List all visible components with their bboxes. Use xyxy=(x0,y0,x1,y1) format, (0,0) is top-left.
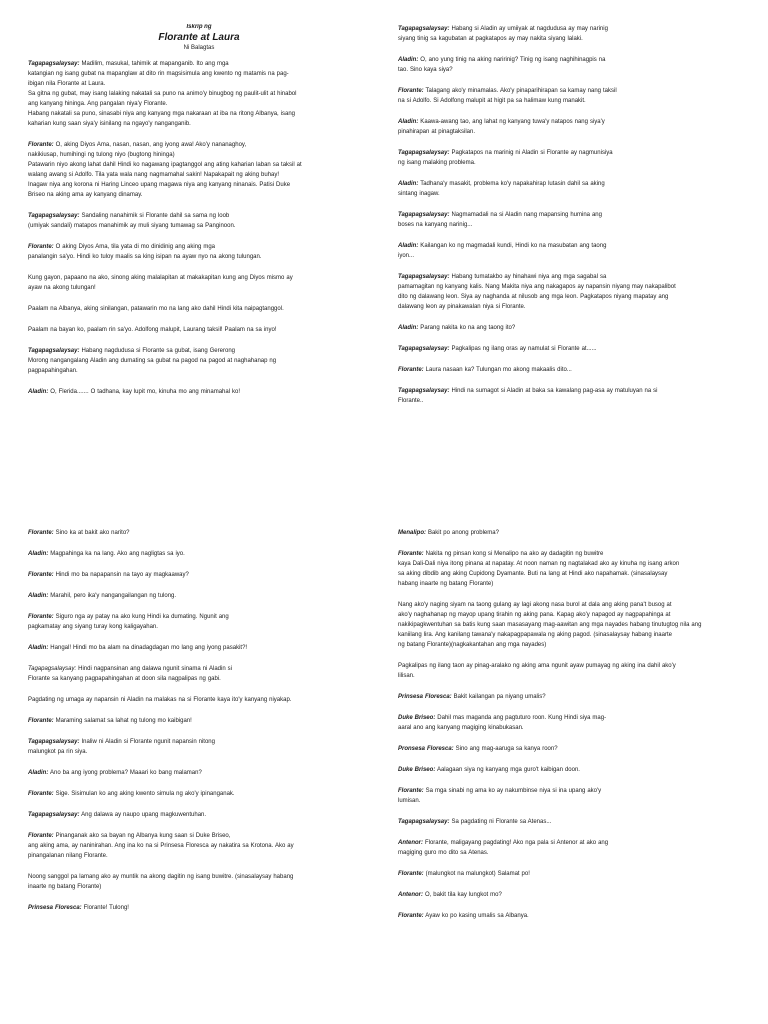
script-line xyxy=(398,600,740,650)
script-line xyxy=(28,612,370,632)
speaker-name: Antenor: xyxy=(398,892,423,898)
script-paragraphs xyxy=(28,528,370,913)
script-line xyxy=(28,273,370,293)
speaker-name: Florante: xyxy=(398,913,424,919)
script-line xyxy=(398,838,740,858)
script-line xyxy=(28,903,370,913)
script-line xyxy=(398,272,740,312)
dialogue-text: Madilim, masukal, tahimik at mapanganib. Ito ang mga katangian ng isang gubat na mapanglaw at dito rin magsisimula ang kwento ng matamis na pag- ibigan nila Florante at Laura. Sa gitna ng gubat, may isang lalaking nakatali sa puno na animo'y binugbog ng paulit-ulit at hinabol ang kanyang hininga. Ang pangalan niya'y Florante. Habang nakatali sa puno, sinasabi niya ang kanyang mga nakaraan at iba na ritong Albanya, isang kaharian kung saan siya'y isinilang na ngayo'y nanganganib. xyxy=(28,61,297,127)
speaker-name: Tagapagsalaysay: xyxy=(28,739,80,745)
script-line xyxy=(28,325,370,335)
dialogue-text: Inaliw ni Aladin si Florante ngunit napansin nitong malungkot pa rin siya. xyxy=(28,739,215,755)
speaker-name: Florante: xyxy=(28,572,54,578)
speaker-name: Aladin: xyxy=(398,57,419,63)
speaker-name: Florante: xyxy=(28,791,54,797)
speaker-name: Tagapagsalaysay: xyxy=(398,274,450,280)
speaker-name: Tagapagsalaysay: xyxy=(398,346,450,352)
speaker-name: Tagapagsalaysay: xyxy=(28,348,80,354)
dialogue-text: Maraming salamat sa lahat ng tulong mo kaibigan! xyxy=(53,718,192,724)
script-line xyxy=(398,179,740,199)
speaker-name: Tagapagsalaysay: xyxy=(28,213,80,219)
script-line xyxy=(398,744,740,754)
dialogue-text: Habang tumatakbo ay hinahawi niya ang mga sagabal sa pamamagitan ng kanyang kalis. Nang Makita niya ang nakagapos ay napansin niyang may nakapalibot dito ng dalawang leon. Siya ay naghanda at nilusob ang mga leon. Pagkatapos niyang mapatay ang dalawang leon ay pinakawalan niya si Florante. xyxy=(398,274,676,310)
script-line xyxy=(28,140,370,200)
speaker-name: Florante: xyxy=(398,788,424,794)
script-line xyxy=(28,643,370,653)
speaker-name: Tagapagsalaysay: xyxy=(28,61,80,67)
speaker-name: Antenor: xyxy=(398,840,423,846)
speaker-name: Tagapagsalaysay: xyxy=(398,819,450,825)
speaker-name: Aladin: xyxy=(398,181,419,187)
dialogue-text: Sa pagdating ni Florante sa Atenas... xyxy=(449,819,552,825)
dialogue-text: Noong sanggol pa lamang ako ay muntik na akong dagitin ng isang buwitre. (sinasalaysay habang inaarte ng batang Florante) xyxy=(28,874,294,890)
dialogue-text: Kaawa-awang tao, ang lahat ng kanyang tuwa'y natapos nang siya'y pinahirapan at pinagtaksilan. xyxy=(398,119,605,135)
script-line xyxy=(28,346,370,376)
dialogue-text: Kailangan ko ng magmadali kundi, Hindi ko na masubatan ang taong iyon... xyxy=(398,243,607,259)
dialogue-text: O, bakit tila kay lungkot mo? xyxy=(423,892,502,898)
script-line xyxy=(398,549,740,589)
dialogue-text: Sino ang mag-aaruga sa kanya roon? xyxy=(453,746,558,752)
dialogue-text: (malungkot na malungkot) Salamat po! xyxy=(423,871,530,877)
dialogue-text: Bakit kailangan pa niyang umalis? xyxy=(451,694,546,700)
script-line xyxy=(398,890,740,900)
speaker-name: Prinsesa Floresca: xyxy=(28,905,82,911)
dialogue-text: Aalagaan siya ng kanyang mga guro't kaibigan doon. xyxy=(435,767,580,773)
speaker-name: Florante: xyxy=(398,88,424,94)
script-line xyxy=(28,211,370,231)
script-line xyxy=(28,549,370,559)
script-line xyxy=(398,210,740,230)
script-line xyxy=(28,591,370,601)
dialogue-text: Magpahinga ka na lang. Ako ang nagligtas sa iyo. xyxy=(48,551,185,557)
script-line xyxy=(28,387,370,397)
dialogue-text: O aking Diyos Ama, tila yata di mo dinidinig ang aking mga panalangin sa'yo. Hindi ko tuloy maalis sa king isipan na ayaw nyo na akong tulungan. xyxy=(28,244,262,260)
speaker-name: Florante: xyxy=(28,530,54,536)
script-line xyxy=(28,664,370,684)
dialogue-text: Sa mga sinabi ng ama ko ay nakumbinse niya si ina upang ako'y lumisan. xyxy=(398,788,602,804)
script-paragraphs xyxy=(28,59,370,397)
dialogue-text: Pagdating ng umaga ay napansin ni Aladin na malakas na si Florante kaya ito'y kanyang niyakap. xyxy=(28,697,292,703)
script-line xyxy=(398,713,740,733)
dialogue-text: O, ano yung tinig na aking naririnig? Tinig ng isang naghihinagpis na tao. Sino kaya siya? xyxy=(398,57,606,73)
dialogue-text: Florante, maligayang pagdating! Ako nga pala si Antenor at ako ang magiging guro mo dito sa Atenas. xyxy=(398,840,609,856)
script-paragraphs xyxy=(398,528,740,921)
speaker-name: Tagapagsalaysay: xyxy=(398,212,450,218)
script-line xyxy=(28,789,370,799)
dialogue-text: Hindi nagpansinan ang dalawa ngunit sinama ni Aladin si Florante sa kanyang pagpapahingahan at doon sila nagpalipas ng gabi. xyxy=(28,666,232,682)
script-line xyxy=(398,386,740,406)
dialogue-text: Hindi mo ba napapansin na tayo ay magkaaway? xyxy=(53,572,189,578)
dialogue-text: Hangal! Hindi mo ba alam na dinadagdagan mo lang ang iyong pasakit?! xyxy=(48,645,248,651)
dialogue-text: Nakita ng pinsan kong si Menalipo na ako ay dadagitin ng buwitre kaya Dali-Dali niya itong pinana at napatay. At noon naman ng nagtalakad ako ay kinuha ng isang arkon sa aking dibdib ang aking Cupidong Dyamante. Buti na lang at Hindi ako napahamak. (sinasalaysay habang inaarte ng batang Florante) xyxy=(398,551,680,587)
speaker-name: Aladin: xyxy=(28,551,49,557)
dialogue-text: Sige. Sisimulan ko ang aking kwento simula ng ako'y ipinanganak. xyxy=(53,791,235,797)
script-line xyxy=(398,241,740,261)
script-line xyxy=(28,768,370,778)
script-line xyxy=(398,148,740,168)
speaker-name: Tagapagsalaysay: xyxy=(398,26,450,32)
dialogue-text: Habang si Aladin ay umiiyak at nagdudusa ay may narinig siyang tinig sa kagubatan at pagkatapos ay may nakita siyang lalaki. xyxy=(398,26,608,42)
speaker-name: Florante: xyxy=(28,833,54,839)
speaker-name: Florante: xyxy=(28,142,54,148)
dialogue-text: Talagang ako'y minamalas. Ako'y pinaparihirapan sa kamay nang taksil na si Adolfo. Si Adolfong malupit at higit pa sa halimaw kung manakit. xyxy=(398,88,617,104)
dialogue-text: Ang dalawa ay naupo upang magkuwentuhan. xyxy=(79,812,207,818)
speaker-name: Menalipo: xyxy=(398,530,426,536)
script-line xyxy=(398,55,740,75)
script-line xyxy=(398,911,740,921)
speaker-name: Florante: xyxy=(398,367,424,373)
dialogue-text: Paalam na Albanya, aking sinilangan, patawarin mo na lang ako dahil Hindi kita naipagtanggol. xyxy=(28,306,284,312)
script-line xyxy=(398,817,740,827)
speaker-name: Aladin: xyxy=(28,770,49,776)
script-line xyxy=(398,24,740,44)
dialogue-text: Pagkalipas ng ilang taon ay pinag-aralako ng aking ama ngunit ayaw pumayag ng aking ina dahil ako'y lilisan. xyxy=(398,663,676,679)
speaker-name: Duke Briseo: xyxy=(398,767,436,773)
dialogue-text: Nagmamadali na si Aladin nang mapansing humina ang boses na kanyang narinig... xyxy=(398,212,602,228)
dialogue-text: Sino ka at bakit ako narito? xyxy=(53,530,130,536)
dialogue-text: Paalam na bayan ko, paalam rin sa'yo. Adolfong malupit, Laurang taksil! Paalam na sa inyo! xyxy=(28,327,277,333)
script-line xyxy=(28,737,370,757)
speaker-name: Aladin: xyxy=(28,389,49,395)
script-line xyxy=(398,869,740,879)
dialogue-text: Kung gayon, papaano na ako, sinong aking malalapitan at makakapitan kung ang Diyos mismo ay ayaw na akong tulungan! xyxy=(28,275,293,291)
speaker-name: Duke Briseo: xyxy=(398,715,436,721)
speaker-name: Tagapagsalaysay: xyxy=(28,812,80,818)
dialogue-text: O, aking Diyos Ama, nasan, nasan, ang iyong awa! Ako'y nananaghoy, nakikiusap, humihingi ng tulong niyo (bugtong hininga) Patawarin niyo akong lahat dahil Hindi ko nagawang ipagtanggol ang ating kaharian laban sa taksil at walang awang si Adolfo. Tila yata wala nang nagmamahal sakin! Napakapait ng aking buhay! Inagaw niya ang korona ni Haring Linceo upang magawa niya ang kanyang ninanais. Patisi Duke Briseo na aking ama ay kanyang dinamay. xyxy=(28,142,302,198)
script-line xyxy=(398,86,740,106)
document-title: Florante at Laura xyxy=(158,32,240,43)
dialogue-text: Florante! Tulong! xyxy=(81,905,129,911)
speaker-name: Florante: xyxy=(398,551,424,557)
script-line xyxy=(28,242,370,262)
speaker-name: Aladin: xyxy=(28,645,49,651)
document-header xyxy=(28,24,370,51)
script-line xyxy=(28,570,370,580)
speaker-name: Florante: xyxy=(28,244,54,250)
script-line xyxy=(28,810,370,820)
dialogue-text: Pagkatapos na marinig ni Aladin si Florante ay nagmunisiya ng isang malaking problema. xyxy=(398,150,613,166)
document-author: Ni Balagtas xyxy=(183,45,215,51)
speaker-name: Florante: xyxy=(28,614,54,620)
dialogue-text: O, Flerida....... O tadhana, kay lupit mo, kinuha mo ang minamahal ko! xyxy=(48,389,241,395)
dialogue-text: Siguro nga ay patay na ako kung Hindi ka dumating. Ngunit ang pagkamatay ang siyang turay kong kaligayahan. xyxy=(28,614,229,630)
speaker-name: Tagapagsalaysay: xyxy=(398,388,450,394)
script-line xyxy=(398,117,740,137)
script-line xyxy=(398,661,740,681)
dialogue-text: Laura nasaan ka? Tulungan mo akong makaalis dito... xyxy=(423,367,572,373)
speaker-name: Aladin: xyxy=(398,243,419,249)
document-page-1 xyxy=(28,24,370,492)
speaker-name: Florante: xyxy=(398,871,424,877)
dialogue-text: Marahil, pero ika'y nangangailangan ng tulong. xyxy=(48,593,177,599)
script-line xyxy=(398,765,740,775)
dialogue-text: Ano ba ang iyong problema? Maaari ko bang malaman? xyxy=(48,770,202,776)
dialogue-text: Dahil mas maganda ang pagtuturo roon. Kung Hindi siya mag- aaral ano ang kanyang magiging kinabukasan. xyxy=(398,715,607,731)
dialogue-text: Habang nagdudusa si Florante sa gubat, isang Gererong Morong nangangalang Aladin ang dumating sa gubat na pagod na pagod at naghahanap ng pagpapahingahan. xyxy=(28,348,277,374)
dialogue-text: Hindi na sumagot si Aladin at baka sa kawalang pag-asa ay matuluyan na si Florante.. xyxy=(398,388,658,404)
speaker-name: Aladin: xyxy=(398,325,419,331)
dialogue-text: Pinanganak ako sa bayan ng Albanya kung saan si Duke Briseo, ang aking ama, ay naninirahan. Ang ina ko na si Prinsesa Floresca ay nakatira sa Krotona. Ako ay pinangalanan nilang Florante. xyxy=(28,833,294,859)
script-line xyxy=(398,786,740,806)
script-line xyxy=(28,59,370,129)
document-page-2 xyxy=(398,24,740,492)
document-label: Iskrip ng xyxy=(186,24,212,30)
speaker-name: Pronsesa Floresca: xyxy=(398,746,454,752)
script-line xyxy=(398,344,740,354)
script-line xyxy=(398,323,740,333)
script-paragraphs xyxy=(398,24,740,406)
script-line xyxy=(398,692,740,702)
speaker-name: Tagapagsalaysay: xyxy=(28,666,77,672)
script-line xyxy=(28,831,370,861)
script-line xyxy=(28,304,370,314)
speaker-name: Aladin: xyxy=(398,119,419,125)
document-page-3 xyxy=(28,528,370,1012)
speaker-name: Florante: xyxy=(28,718,54,724)
script-line xyxy=(28,528,370,538)
dialogue-text: Tadhana'y masakit, problema ko'y napakahirap lutasin dahil sa aking sintang inagaw. xyxy=(398,181,605,197)
dialogue-text: Ayaw ko po kasing umalis sa Albanya. xyxy=(423,913,529,919)
speaker-name: Tagapagsalaysay: xyxy=(398,150,450,156)
script-line xyxy=(398,365,740,375)
dialogue-text: Pagkalipas ng ilang oras ay namulat si Florante at...... xyxy=(449,346,597,352)
dialogue-text: Sandaling nanahimik si Florante dahil sa sama ng loob (umiyak sandali) matapos manahimik ay muli siyang tumawag sa Panginoon. xyxy=(28,213,236,229)
document-page-4 xyxy=(398,528,740,1012)
dialogue-text: Parang nakita ko na ang taong ito? xyxy=(418,325,516,331)
speaker-name: Prinsesa Floresca: xyxy=(398,694,452,700)
script-line xyxy=(28,716,370,726)
dialogue-text: Nang ako'y naging siyam na taong gulang ay lagi akong nasa burol at dala ang aking pana't busog at ako'y naghahanap ng mayop upang tirahin ng aking pana. Kapag ako'y napagod ay nagpapahinga at nakikipagkwentuhan sa batis kung saan masasayang mag-aawitan ang mga nayades habang tinutugtog nila ang kaniilang lira. Ang kanilang tawana'y nakapagpapawala ng aking pagod. (sinasalaysay habang inaarte ng batang Florante)(nagkakantahan ang mga nayades) xyxy=(398,602,702,648)
script-line xyxy=(398,528,740,538)
speaker-name: Aladin: xyxy=(28,593,49,599)
dialogue-text: Bakit po anong problema? xyxy=(426,530,499,536)
script-line xyxy=(28,695,370,705)
script-line xyxy=(28,872,370,892)
